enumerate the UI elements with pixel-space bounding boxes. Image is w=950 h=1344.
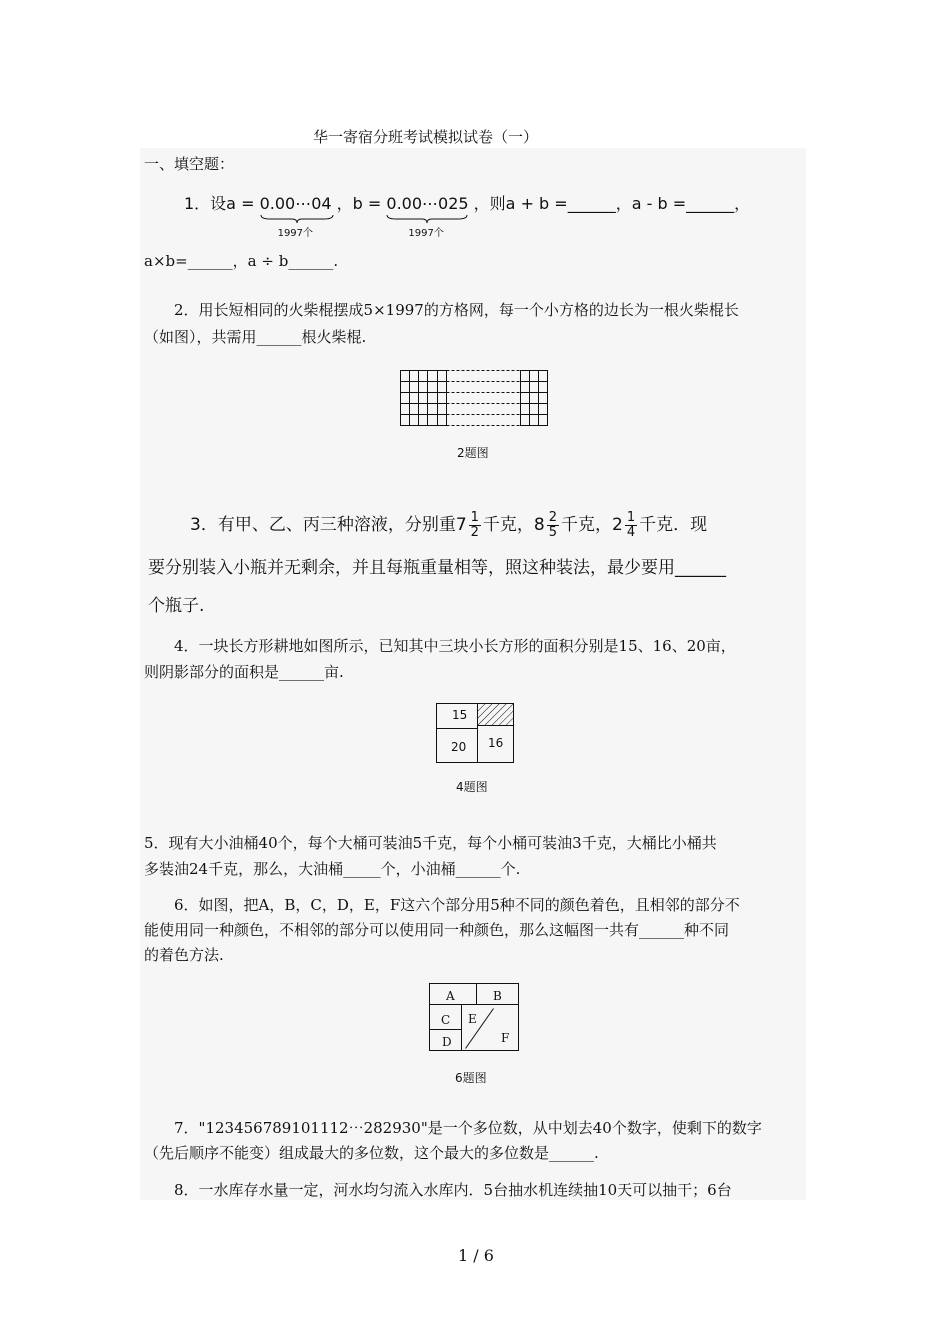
q1-prefix: 1．设a = (184, 194, 255, 213)
q4-cell-15: 15 (452, 708, 468, 722)
q6-label-f: F (501, 1031, 510, 1045)
q1-b-under-label: 1997个 (408, 228, 444, 239)
question-5-line-2: 多装油24千克，那么，大油桶_____个，小油桶______个. (144, 860, 521, 878)
q2-grid-figure (400, 370, 550, 430)
q6-label-a: A (446, 989, 455, 1003)
q1-mid: ，b = (336, 194, 382, 213)
question-3-line-1 (190, 510, 707, 540)
q3-f3-den: 4 (626, 524, 636, 540)
question-6-line-1: 6．如图，把A，B，C，D，E，F这六个部分用5种不同的颜色着色，且相邻的部分不 (174, 896, 740, 914)
q6-label-b: B (493, 989, 502, 1003)
q3-f2-den: 5 (548, 524, 558, 540)
q4-cell-20: 20 (451, 740, 467, 754)
q6-label-e: E (468, 1012, 477, 1026)
q3-part-2: 千克，8 (482, 515, 545, 535)
question-4-line-1: 4．一块长方形耕地如图所示，已知其中三块小长方形的面积分别是15、16、20亩， (174, 637, 736, 655)
q1-a-under-label: 1997个 (277, 228, 314, 239)
question-3-line-2: 要分别装入小瓶并无剩余，并且每瓶重量相等，照这种装法，最少要用______ (148, 558, 726, 578)
question-6-line-3: 的着色方法. (144, 946, 224, 964)
page-title: 华一寄宿分班考试模拟试卷（一） (313, 128, 539, 146)
q4-cell-16: 16 (488, 736, 504, 750)
question-2-line-2: （如图），共需用______根火柴棍. (144, 328, 367, 346)
q3-f1-den: 2 (470, 524, 479, 540)
question-5-line-1: 5．现有大小油桶40个，每个大桶可装油5千克，每个小桶可装油3千克，大桶比小桶共 (144, 834, 717, 852)
q3-f2-num: 2 (548, 509, 558, 525)
q3-part-3: 千克，2 (561, 515, 623, 535)
section-heading: 一、填空题： (144, 155, 235, 173)
q4-field-figure (436, 703, 516, 765)
q6-label-c: C (441, 1013, 451, 1027)
q2-caption: 2题图 (457, 446, 489, 460)
q6-label-d: D (442, 1035, 452, 1049)
question-8-line-1: 8．一水库存水量一定，河水均匀流入水库内．5台抽水机连续抽10天可以抽干；6台 (174, 1181, 732, 1199)
question-6-line-2: 能使用同一种颜色，不相邻的部分可以使用同一种颜色，那么这幅图一共有______种不同 (144, 921, 730, 939)
q3-part-4: 千克．现 (639, 515, 708, 535)
q1-b-value: 0.00⋯025 (386, 194, 469, 213)
q3-part-1: 3．有甲、乙、丙三种溶液，分别重7 (190, 515, 467, 535)
q4-caption: 4题图 (456, 780, 488, 794)
underbrace-icon (386, 214, 468, 224)
underbrace-icon (260, 214, 334, 224)
q3-fraction-1 (469, 511, 481, 540)
question-7-line-2: （先后顺序不能变）组成最大的多位数，这个最大的多位数是______. (144, 1144, 599, 1162)
question-3-line-3: 个瓶子. (148, 596, 205, 616)
q3-fraction-3 (625, 511, 637, 540)
q1-sum-diff: ，则a + b =______，a - b =______， (473, 194, 751, 213)
q1-a-value: 0.00⋯04 (259, 194, 332, 213)
question-7-line-1: 7．"123456789101112⋯282930"是一个多位数，从中划去40个数字，使剩下的数字 (174, 1119, 762, 1137)
page-number: 1 / 6 (458, 1246, 494, 1265)
question-1-line-1 (184, 194, 751, 239)
q3-f1-num: 1 (470, 509, 479, 525)
q6-caption: 6题图 (455, 1071, 487, 1085)
question-1-line-2: a×b=______，a ÷ b______. (144, 252, 339, 270)
q3-f3-num: 1 (626, 509, 636, 525)
question-2-line-1: 2．用长短相同的火柴棍摆成5×1997的方格网，每一个小方格的边长为一根火柴棍长 (174, 301, 739, 319)
q3-fraction-2 (547, 511, 559, 540)
question-4-line-2: 则阴影部分的面积是______亩. (144, 663, 344, 681)
